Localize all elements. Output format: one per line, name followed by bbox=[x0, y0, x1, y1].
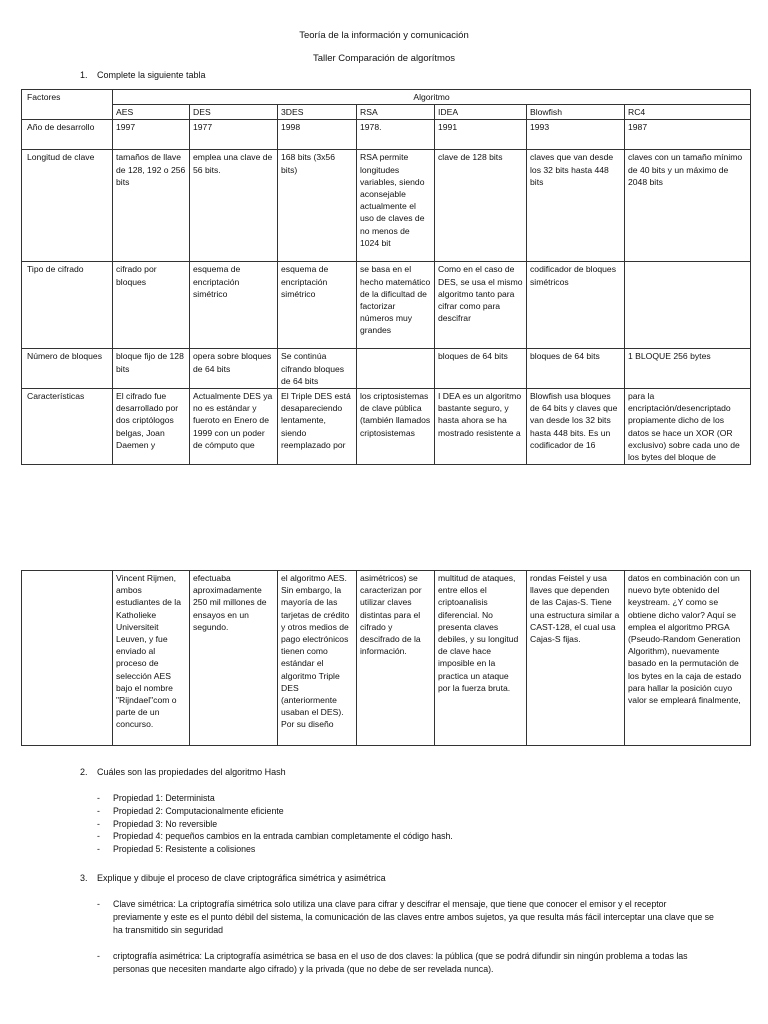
document-title: Teoría de la información y comunicación bbox=[299, 30, 469, 41]
table-cell: claves que van desde los 32 bits hasta 448 bits bbox=[527, 150, 625, 262]
algorithm-name: 3DES bbox=[278, 105, 357, 120]
question-2-text: Cuáles son las propiedades del algoritmo Hash bbox=[97, 767, 286, 777]
algorithm-name: IDEA bbox=[435, 105, 527, 120]
row-label: Longitud de clave bbox=[22, 150, 113, 262]
row-label: Número de bloques bbox=[22, 349, 113, 389]
table-cell: datos en combinación con un nuevo byte obtenido del keystream. ¿Y como se obtiene dicho valor? Aquí se emplea el algoritmo PRGA (Pseudo-Random Generation Algorithm), nuevamente basado en la permutación de los bytes en la caja de estado para hallar la posición cuyo valor se empleará finalmente, bbox=[625, 571, 751, 746]
list-item: - Propiedad 4: pequeños cambios en la entrada cambian completamente el código hash. bbox=[97, 830, 453, 843]
list-item: - Propiedad 2: Computacionalmente eficiente bbox=[97, 805, 453, 818]
table-cell: tamaños de llave de 128, 192 o 256 bits bbox=[113, 150, 190, 262]
table-cell: El Triple DES está desapareciendo lentamente, siendo reemplazado por bbox=[278, 389, 357, 465]
asymmetric-key-paragraph bbox=[97, 950, 717, 976]
question-3-number: 3. bbox=[80, 873, 88, 883]
table-cell: rondas Feistel y usa llaves que dependen de las Cajas-S. Tiene una estructura similar a CAST-128, el cual usa Cajas-S fijas. bbox=[527, 571, 625, 746]
table-cell: cifrado por bloques bbox=[113, 262, 190, 349]
symmetric-key-paragraph bbox=[97, 898, 717, 937]
row-label: Características bbox=[22, 389, 113, 465]
question-1-number: 1. bbox=[80, 70, 88, 80]
table-cell: Blowfish usa bloques de 64 bits y claves que van desde los 32 bits hasta 448 bits. Es un codificador de 16 bbox=[527, 389, 625, 465]
table-cell: bloques de 64 bits bbox=[435, 349, 527, 389]
paragraph-text: criptografía asimétrica: La criptografía asimétrica se basa en el uso de dos claves: la pública (que se podrá difundir sin ningún problema a todas las personas que necesiten mandarte algo cifrado) y la privada (que no debe de ser revelada nunca). bbox=[113, 951, 688, 974]
algorithm-name: RC4 bbox=[625, 105, 751, 120]
algorithm-name: Blowfish bbox=[527, 105, 625, 120]
algorithm-name: RSA bbox=[357, 105, 435, 120]
table-cell: esquema de encriptación simétrico bbox=[278, 262, 357, 349]
question-3-text: Explique y dibuje el proceso de clave criptográfica simétrica y asimétrica bbox=[97, 873, 386, 883]
table-cell: multitud de ataques, entre ellos el criptoanalisis diferencial. No presenta claves debiles, y su longitud de clave hace imposible en la practica un ataque por la fuerza bruta. bbox=[435, 571, 527, 746]
table-cell: se basa en el hecho matemático de la dificultad de factorizar números muy grandes bbox=[357, 262, 435, 349]
table-cell: 1978. bbox=[357, 120, 435, 150]
hash-properties-list bbox=[97, 792, 453, 856]
table-cell: opera sobre bloques de 64 bits bbox=[190, 349, 278, 389]
table-cell: emplea una clave de 56 bits. bbox=[190, 150, 278, 262]
bullet-dash: - bbox=[97, 899, 100, 909]
table-cell: 1993 bbox=[527, 120, 625, 150]
table-cell: Se continúa cifrando bloques de 64 bits bbox=[278, 349, 357, 389]
table-cell bbox=[22, 571, 113, 746]
table-cell: 1 BLOQUE 256 bytes bbox=[625, 349, 751, 389]
algoritmo-header: Algoritmo bbox=[113, 90, 751, 105]
list-item: - Propiedad 1: Determinista bbox=[97, 792, 453, 805]
table-cell: clave de 128 bits bbox=[435, 150, 527, 262]
table-cell: los criptosistemas de clave pública (también llamados criptosistemas bbox=[357, 389, 435, 465]
row-label: Año de desarrollo bbox=[22, 120, 113, 150]
table-cell: El cifrado fue desarrollado por dos criptólogos belgas, Joan Daemen y bbox=[113, 389, 190, 465]
algorithm-name: DES bbox=[190, 105, 278, 120]
question-1-text: Complete la siguiente tabla bbox=[97, 70, 206, 80]
table-cell: 1998 bbox=[278, 120, 357, 150]
question-2-number: 2. bbox=[80, 767, 88, 777]
algorithm-name: AES bbox=[113, 105, 190, 120]
table-cell: 168 bits (3x56 bits) bbox=[278, 150, 357, 262]
table-cell: bloques de 64 bits bbox=[527, 349, 625, 389]
table-cell: 1997 bbox=[113, 120, 190, 150]
table-cell: esquema de encriptación simétrico bbox=[190, 262, 278, 349]
comparison-table bbox=[21, 89, 751, 465]
table-cell: 1987 bbox=[625, 120, 751, 150]
table-cell: asimétricos) se caracterizan por utilizar claves distintas para el cifrado y descifrado de la información. bbox=[357, 571, 435, 746]
document-subtitle: Taller Comparación de algorítmos bbox=[312, 53, 456, 64]
factores-header: Factores bbox=[22, 90, 113, 120]
table-cell: claves con un tamaño mínimo de 40 bits y un máximo de 2048 bits bbox=[625, 150, 751, 262]
table-cell: 1977 bbox=[190, 120, 278, 150]
table-cell: 1991 bbox=[435, 120, 527, 150]
list-item: - Propiedad 5: Resistente a colisiones bbox=[97, 843, 453, 856]
bullet-dash: - bbox=[97, 951, 100, 961]
table-cell: I DEA es un algoritmo bastante seguro, y hasta ahora se ha mostrado resistente a bbox=[435, 389, 527, 465]
table-cell: el algoritmo AES. Sin embargo, la mayoría de las tarjetas de crédito y otros medios de pago electrónicos tienen como estándar el algoritmo Triple DES (anteriormente usaban el DES). Por su diseño bbox=[278, 571, 357, 746]
table-cell: bloque fijo de 128 bits bbox=[113, 349, 190, 389]
comparison-table-continuation bbox=[21, 570, 751, 746]
table-cell: codificador de bloques simétricos bbox=[527, 262, 625, 349]
table-cell: Actualmente DES ya no es estándar y fueroto en Enero de 1999 con un poder de cómputo que bbox=[190, 389, 278, 465]
row-label: Tipo de cifrado bbox=[22, 262, 113, 349]
table-cell bbox=[625, 262, 751, 349]
table-cell bbox=[357, 349, 435, 389]
paragraph-text: Clave simétrica: La criptografía simétrica solo utiliza una clave para cifrar y descifrar el mensaje, que tiene que conocer el emisor y el receptor previamente y este es el punto débil del sistema, la comunicación de las claves entre ambos sujetos, ya que resulta más fácil interceptar una clave que se ha transmitido sin seguridad bbox=[113, 899, 714, 935]
table-cell: Vincent Rijmen, ambos estudiantes de la Katholieke Universiteit Leuven, y fue enviado al proceso de selección AES bajo el nombre "Rijndael"com o parte de un concurso. bbox=[113, 571, 190, 746]
list-item: - Propiedad 3: No reversible bbox=[97, 818, 453, 831]
table-cell: efectuaba aproximadamente 250 mil millones de ensayos en un segundo. bbox=[190, 571, 278, 746]
table-cell: RSA permite longitudes variables, siendo aconsejable actualmente el uso de claves de no menos de 1024 bit bbox=[357, 150, 435, 262]
table-cell: Como en el caso de DES, se usa el mismo algoritmo tanto para cifrar como para descifrar bbox=[435, 262, 527, 349]
table-cell: para la encriptación/desencriptado propiamente dicho de los datos se hace un XOR (OR exclusivo) sobre cada uno de los bytes del bloque de bbox=[625, 389, 751, 465]
